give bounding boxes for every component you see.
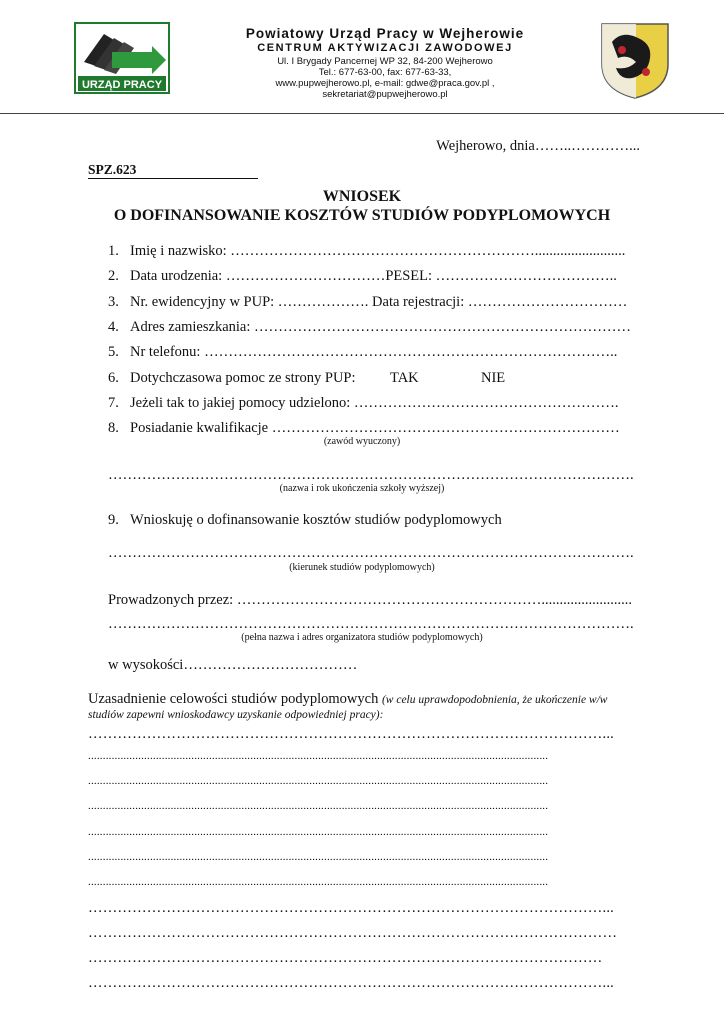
option-no[interactable]: NIE	[481, 370, 506, 386]
office-name: Powiatowy Urząd Pracy w Wejherowie	[245, 26, 525, 41]
office-phone: Tel.: 677-63-00, fax: 677-63-33,	[318, 67, 452, 78]
field-request	[108, 512, 502, 529]
field-number: 7.	[108, 395, 119, 411]
document-title: WNIOSEK	[322, 188, 402, 205]
field-number: 2.	[108, 268, 119, 284]
caption-school: (nazwa i rok ukończenia szkoły wyższej)	[279, 483, 445, 494]
justification-note: (w celu uprawdopodobnienia, że ukończenie w/w	[381, 694, 608, 706]
field-school[interactable]: ……………………………………………………………………………………………….	[108, 467, 634, 483]
field-number: 9.	[108, 512, 119, 528]
justification-line[interactable]: ............................................................................................................................................................	[88, 750, 549, 762]
field-qualifications[interactable]	[108, 420, 620, 437]
option-yes[interactable]: TAK	[390, 370, 419, 386]
office-email: sekretariat@pupwejherowo.pl	[322, 89, 448, 100]
date-field[interactable]: Wejherowo, dnia……..…………...	[436, 138, 640, 154]
justification-line[interactable]: ............................................................................................................................................................	[88, 775, 549, 787]
field-number: 3.	[108, 294, 119, 310]
caption-study-direction: (kierunek studiów podyplomowych)	[289, 562, 435, 573]
office-subtitle: CENTRUM AKTYWIZACJI ZAWODOWEJ	[257, 42, 513, 54]
field-text: Imię i nazwisko: ……………………………………………………….........................	[130, 243, 626, 259]
caption-profession: (zawód wyuczony)	[323, 436, 401, 447]
field-label: Dotychczasowa pomoc ze strony PUP:	[130, 370, 356, 386]
field-address[interactable]	[108, 319, 631, 336]
field-text: Data urodzenia: ……………………………PESEL: ………………………………..	[130, 268, 617, 284]
justification-line[interactable]: ……………………………………………………………………………………………	[88, 950, 603, 966]
field-organizer[interactable]: Prowadzonych przez: ……………………………………………………….........................	[108, 592, 632, 608]
field-registration-number[interactable]	[108, 294, 627, 311]
field-study-direction[interactable]: ……………………………………………………………………………………………….	[108, 545, 634, 561]
justification-line[interactable]: ............................................................................................................................................................	[88, 876, 549, 888]
justification-line[interactable]: ……………………………………………………………………………………………...	[88, 900, 614, 916]
field-number: 6.	[108, 370, 119, 386]
justification-line[interactable]: ............................................................................................................................................................	[88, 826, 549, 838]
document-subtitle: O DOFINANSOWANIE KOSZTÓW STUDIÓW PODYPLOMOWYCH	[113, 207, 611, 224]
field-number: 1.	[108, 243, 119, 259]
field-text: Nr telefonu: …………………………………………………………………………..	[130, 344, 618, 360]
field-birth-date-pesel[interactable]	[108, 268, 617, 285]
justification-line[interactable]: ………………………………………………………………………………………………	[88, 925, 618, 941]
field-number: 8.	[108, 420, 119, 436]
justification-note-continued: studiów zapewni wnioskodawcy uzyskanie odpowiedniej pracy):	[88, 709, 384, 721]
justification-line[interactable]: ……………………………………………………………………………………………...	[88, 975, 614, 991]
justification-line[interactable]: ............................................................................................................................................................	[88, 851, 549, 863]
field-text: Nr. ewidencyjny w PUP: ………………. Data rejestracji: ……………………………	[130, 294, 628, 310]
field-number: 5.	[108, 344, 119, 360]
justification-heading	[88, 691, 607, 708]
justification-line[interactable]: ............................................................................................................................................................	[88, 800, 549, 812]
header-divider	[0, 113, 724, 114]
field-organizer-line2[interactable]: ……………………………………………………………………………………………….	[108, 616, 634, 632]
urzad-pracy-logo-graphic	[74, 22, 170, 94]
urzad-pracy-logo	[74, 22, 170, 94]
field-number: 4.	[108, 319, 119, 335]
field-text: Posiadanie kwalifikacje ………………………………………………………………	[130, 420, 620, 436]
logo-text: URZĄD PRACY	[81, 79, 163, 91]
field-full-name[interactable]	[108, 243, 625, 260]
office-address: Ul. I Brygady Pancernej WP 32, 84-200 Wejherowo	[277, 56, 493, 67]
field-amount[interactable]: w wysokości………………………………	[108, 657, 358, 673]
coat-of-arms-icon	[598, 20, 672, 100]
justification-label: Uzasadnienie celowości studiów podyplomowych	[88, 691, 379, 707]
field-text: Adres zamieszkania: ……………………………………………………………………	[130, 319, 632, 335]
field-help-type[interactable]	[108, 395, 619, 412]
caption-organizer: (pełna nazwa i adres organizatora studiów podyplomowych)	[241, 632, 483, 643]
field-text: Jeżeli tak to jakiej pomocy udzielono: ……………………………………………….	[130, 395, 619, 411]
office-web-email: www.pupwejherowo.pl, e-mail: gdwe@praca.gov.pl ,	[275, 78, 495, 89]
justification-line[interactable]: ……………………………………………………………………………………………...	[88, 726, 614, 742]
field-previous-help	[108, 370, 356, 387]
reference-number: SPZ.623	[88, 162, 258, 179]
field-phone[interactable]	[108, 344, 617, 361]
field-text: Wnioskuję o dofinansowanie kosztów studiów podyplomowych	[130, 512, 502, 528]
